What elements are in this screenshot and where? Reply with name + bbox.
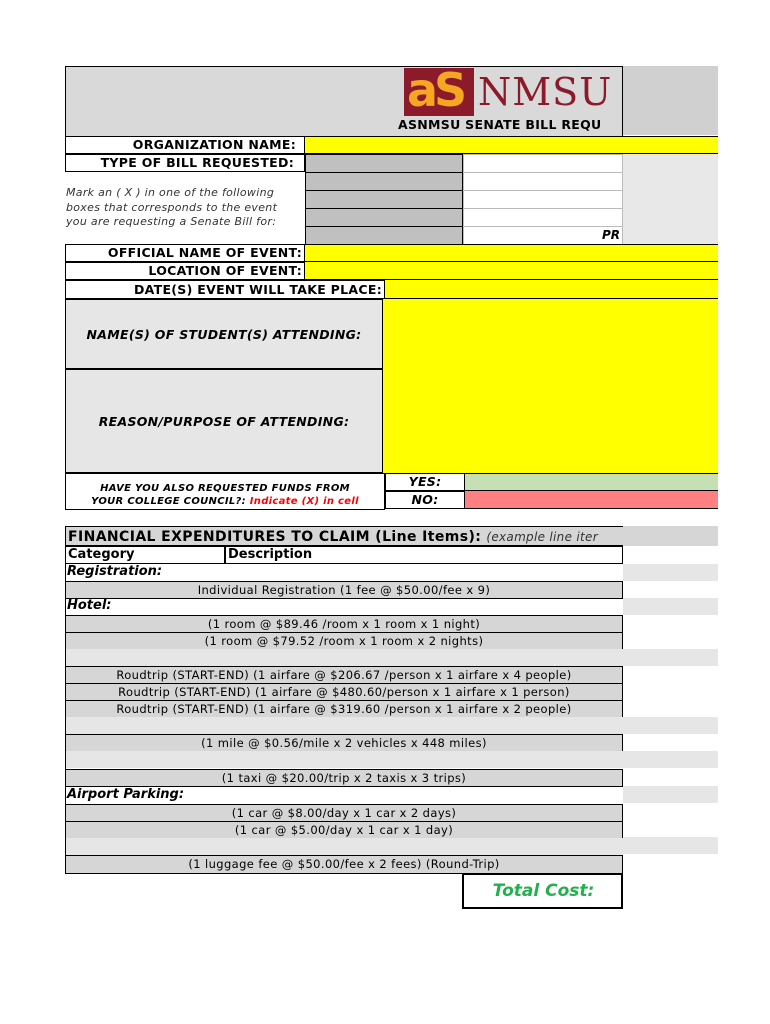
expenditures-header-right [623,526,718,546]
pr-label: PR [602,228,621,242]
right-fill-parking [623,786,718,803]
no-field[interactable] [465,491,718,509]
bill-type-option-3 [463,190,623,209]
parking-category: Airport Parking: [67,787,185,802]
registration-line-1[interactable]: Individual Registration (1 fee @ $50.00/fee x 9) [65,581,623,599]
parking-line-2[interactable]: (1 car @ $5.00/day x 1 car x 1 day) [65,821,623,839]
bill-type-cell-5[interactable] [305,226,463,245]
hotel-line-1[interactable]: (1 room @ $89.46 /room x 1 room x 1 night) [65,615,623,633]
form-title: ASNMSU SENATE BILL REQU [398,117,602,132]
right-fill-taxi [623,751,718,768]
taxi-line-1[interactable]: (1 taxi @ $20.00/trip x 2 taxis x 3 trips) [65,769,623,787]
registration-category: Registration: [67,564,163,579]
students-field[interactable] [383,299,718,369]
right-fill-mileage [623,717,718,734]
total-cost-right-edge [621,873,623,909]
airfare-line-3[interactable]: Roudtrip (START-END) (1 airfare @ $319.60 /person x 1 airfare x 2 people) [65,700,623,718]
official-name-label: OFFICIAL NAME OF EVENT: [65,244,305,262]
instructions: Mark an ( X ) in one of the following boxes that corresponds to the event you are requesting a Senate Bill for: [66,186,278,228]
dates-label: DATE(S) EVENT WILL TAKE PLACE: [65,280,385,299]
asnmsu-logo [404,63,623,117]
total-cost-label: Total Cost: [492,881,595,901]
dates-field[interactable] [385,280,718,299]
right-fill-luggage [623,837,718,854]
no-label: NO: [385,491,465,509]
bill-type-option-5 [463,226,623,245]
location-label: LOCATION OF EVENT: [65,262,305,280]
airfare-category-row [65,649,623,666]
official-name-field[interactable] [305,244,718,262]
category-header: Category [65,546,225,564]
council-question: HAVE YOU ALSO REQUESTED FUNDS FROM YOUR COLLEGE COUNCIL?: Indicate (X) in cell [65,473,385,510]
bill-type-cell-2[interactable] [305,172,463,191]
bill-type-option-2 [463,172,623,191]
mileage-category-row [65,717,623,734]
hotel-line-2[interactable]: (1 room @ $79.52 /room x 1 room x 2 nights) [65,632,623,650]
logo-mark: aS [404,68,474,116]
total-cost-box [462,873,623,909]
yes-label: YES: [385,473,465,491]
yes-field[interactable] [465,473,718,491]
reason-label: REASON/PURPOSE OF ATTENDING: [65,369,383,473]
right-fill-air [623,649,718,666]
location-field[interactable] [305,262,718,280]
mileage-line-1[interactable]: (1 mile @ $0.56/mile x 2 vehicles x 448 miles) [65,734,623,752]
header-right-fill [623,66,718,135]
airfare-line-2[interactable]: Roudtrip (START-END) (1 airfare @ $480.60/person x 1 airfare x 1 person) [65,683,623,701]
airfare-line-1[interactable]: Roudtrip (START-END) (1 airfare @ $206.67 /person x 1 airfare x 4 people) [65,666,623,684]
bill-type-option-1 [463,154,623,173]
students-label: NAME(S) OF STUDENT(S) ATTENDING: [65,299,383,369]
bill-type-right-fill [623,154,718,244]
reason-field[interactable] [383,369,718,473]
right-fill-registration [623,564,718,581]
luggage-line-1[interactable]: (1 luggage fee @ $50.00/fee x 2 fees) (Round-Trip) [65,855,623,874]
bill-type-cell-3[interactable] [305,190,463,209]
taxi-category-row [65,751,623,768]
type-of-bill-label: TYPE OF BILL REQUESTED: [65,154,305,172]
bill-type-cell-1[interactable] [305,154,463,173]
expenditures-header: FINANCIAL EXPENDITURES TO CLAIM (Line Items): (example line iter [65,526,623,546]
description-header: Description [225,546,623,564]
organization-name-field[interactable] [305,136,718,154]
logo-text: NMSU [478,70,613,114]
organization-name-label: ORGANIZATION NAME: [65,136,305,154]
council-hint: Indicate (X) in cell [249,496,359,507]
bill-type-cell-4[interactable] [305,208,463,227]
luggage-category-row [65,838,623,855]
right-fill-hotel [623,598,718,615]
hotel-category: Hotel: [67,598,112,613]
parking-line-1[interactable]: (1 car @ $8.00/day x 1 car x 2 days) [65,804,623,822]
bill-type-option-4 [463,208,623,227]
